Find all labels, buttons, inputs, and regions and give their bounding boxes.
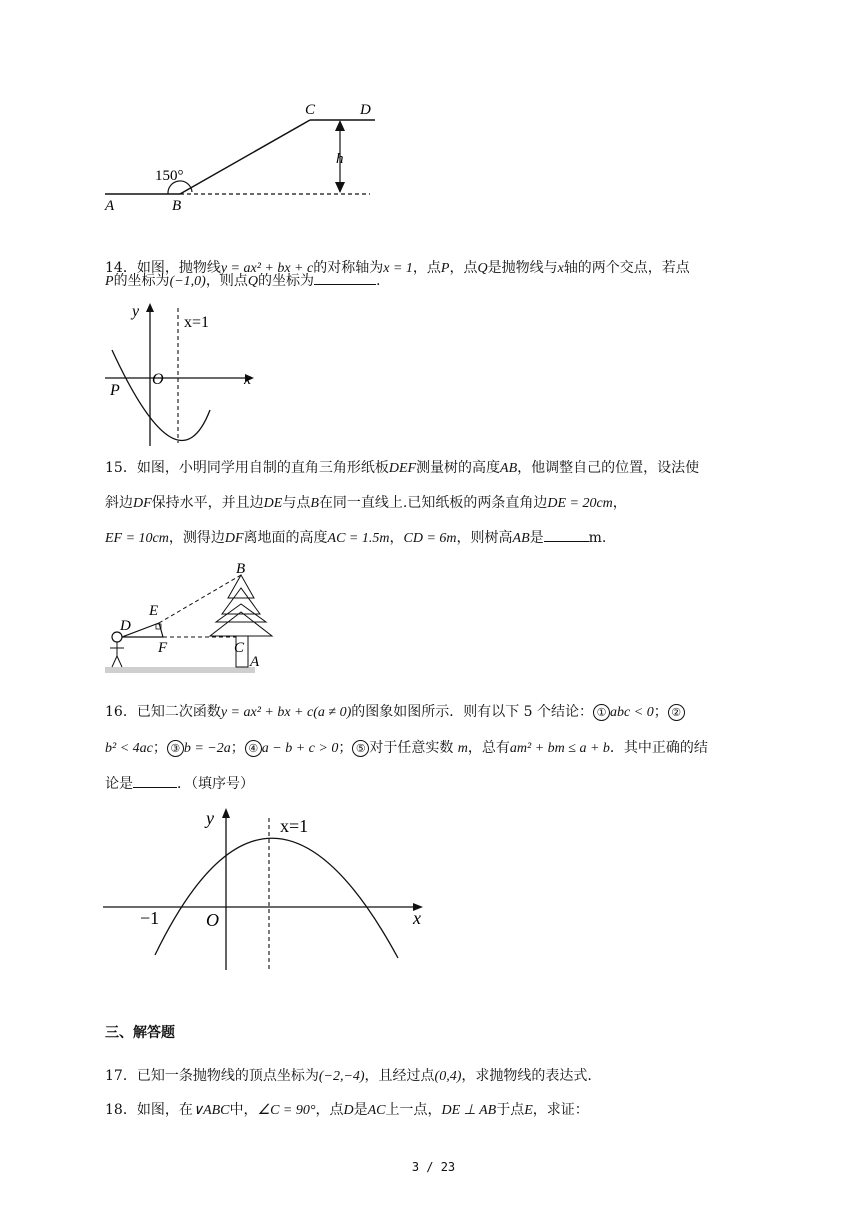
q16-answer-blank[interactable] xyxy=(133,773,177,788)
label-h: h xyxy=(336,151,344,167)
q16-line1: 16．已知二次函数y = ax² + bx + c(a ≠ 0)的图象如图所示．则有以下 5 个结论： ① abc < 0； ② xyxy=(105,702,685,723)
parabola-figure-14 xyxy=(100,298,270,450)
q15-line2: 斜边DF保持水平，并且边DE与点B在同一直线上.已知纸板的两条直角边DE = 20cm， xyxy=(105,495,627,511)
label-C: C xyxy=(305,102,316,118)
page-number: 3 / 23 xyxy=(411,1160,456,1174)
origin-label: O xyxy=(206,910,219,930)
tree-figure xyxy=(100,560,290,675)
label-B: B xyxy=(172,198,182,214)
q15-answer-blank[interactable] xyxy=(544,527,589,542)
q18: 18．如图，在∨ABC中，∠C = 90°，点D是AC上一点，DE ⊥ AB于点E，求证： xyxy=(105,1102,589,1118)
q16-line2: b² < 4ac； ③ b = −2a； ④ a − b + c > 0； ⑤ 对于任意实数 m，总有am² + bm ≤ a + b．其中正确的结 xyxy=(105,740,708,756)
label-A: A xyxy=(105,198,115,214)
label-A: A xyxy=(250,654,260,670)
angle-label: 150° xyxy=(155,168,184,184)
label-D: D xyxy=(360,102,371,118)
q14-row2: P的坐标为(−1,0)，则点Q的坐标为 . xyxy=(105,270,380,292)
y-axis-label: y xyxy=(206,808,214,828)
x-axis-label: x xyxy=(413,908,421,928)
label-F: F xyxy=(158,640,168,656)
q15-line1: 15．如图，小明同学用自制的直角三角形纸板DEF测量树的高度AB，他调整自己的位置，设法使 xyxy=(105,460,700,476)
axis-label: x=1 xyxy=(184,314,210,331)
slope-figure xyxy=(100,95,390,220)
q16-line3: 论是 ．（填序号） xyxy=(105,773,254,794)
q14-line1: 14．如图，抛物线y = ax² + bx + c的对称轴为x = 1，点P，点Q是抛物线与x轴的两个交点，若点 xyxy=(105,260,690,276)
neg-one-label: −1 xyxy=(140,908,160,928)
parabola-figure-16 xyxy=(100,800,435,975)
section-title: 三、解答题 xyxy=(105,1025,175,1041)
point-P-label: P xyxy=(110,382,120,399)
label-D: D xyxy=(120,618,131,634)
label-C: C xyxy=(234,640,245,656)
q17: 17．已知一条抛物线的顶点坐标为(−2,−4)，且经过点(0,4)，求抛物线的表达式. xyxy=(105,1068,592,1084)
q14-answer-blank[interactable] xyxy=(314,270,376,285)
q15-line3: EF = 10cm，测得边DF离地面的高度AC = 1.5m，CD = 6m，则树高AB是 m. xyxy=(105,527,606,549)
x-axis-label: x xyxy=(244,371,252,388)
label-E: E xyxy=(149,603,159,619)
y-axis-label: y xyxy=(132,303,140,320)
axis-label: x=1 xyxy=(280,816,309,836)
label-B: B xyxy=(236,561,246,577)
origin-label: O xyxy=(152,371,164,388)
